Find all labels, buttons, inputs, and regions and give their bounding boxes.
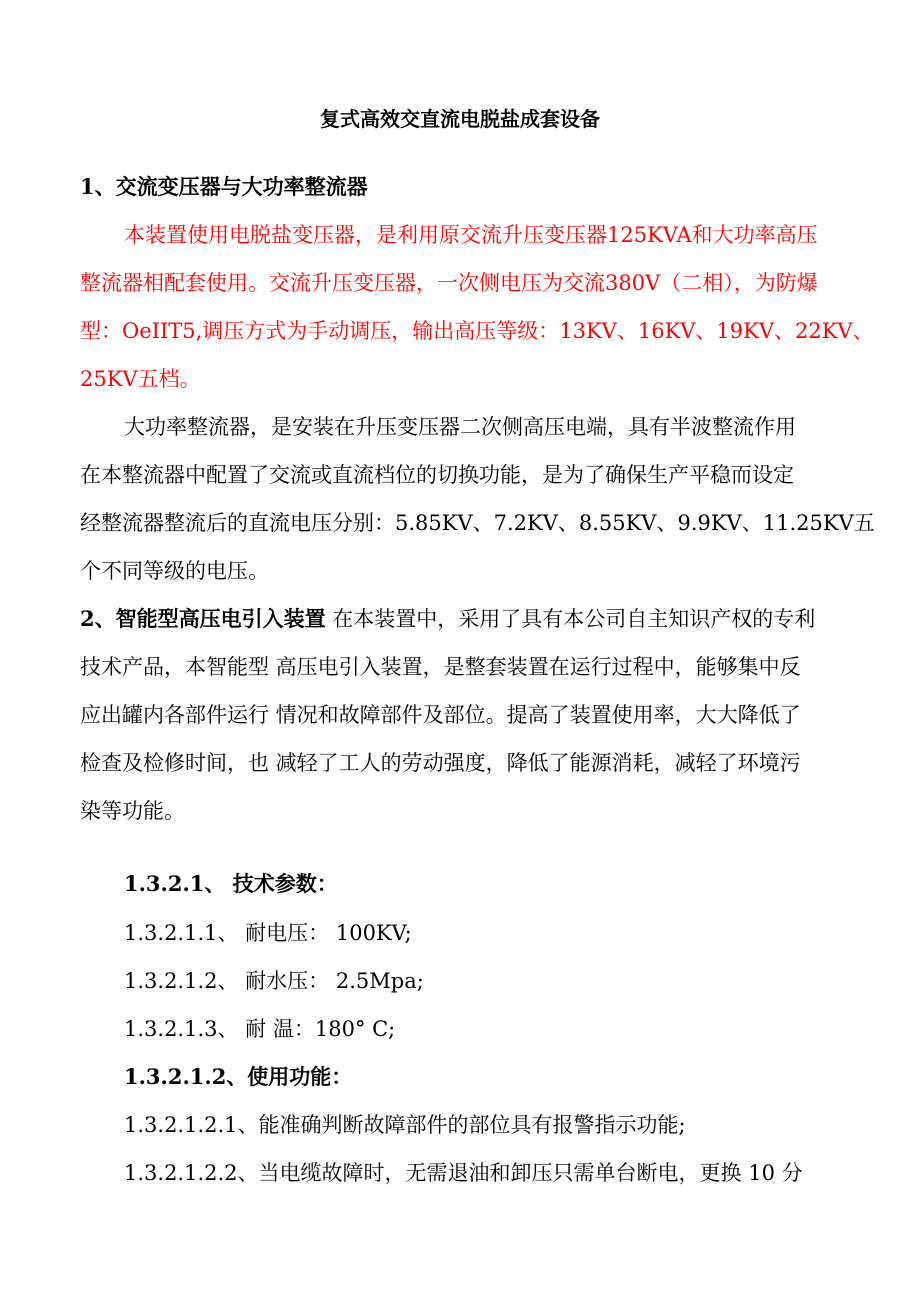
section2-first-line: [80, 604, 815, 634]
param-item: 1.3.2.1.3、 耐 温：180° C;: [124, 1017, 396, 1041]
section2-heading: 2、智能型高压电引入装置: [80, 606, 326, 631]
section2-line: 检查及检修时间，也 减轻了工人的劳动强度，降低了能源消耗，减轻了环境污: [80, 751, 801, 775]
section1-heading: 1、交流变压器与大功率整流器: [80, 174, 368, 199]
function-item: 1.3.2.1.2.2、当电缆故障时，无需退油和卸压只需单台断电，更换 10 分: [124, 1161, 803, 1185]
section1-para2-line: 个不同等级的电压。: [80, 559, 269, 583]
section2-line: 技术产品，本智能型 高压电引入装置，是整套装置在运行过程中，能够集中反: [80, 655, 801, 679]
section1-para1-line: 25KV五档。: [80, 367, 201, 391]
section1-para1-line: 型：OeIIT5,调压方式为手动调压，输出高压等级：13KV、16KV、19KV、22KV、: [80, 319, 874, 343]
section1-para1-line: 整流器相配套使用。交流升压变压器，一次侧电压为交流380V（二相），为防爆: [80, 271, 818, 295]
section2-lead: 在本装置中，采用了具有本公司自主知识产权的专利: [332, 607, 816, 631]
section1-para2-line: 经整流器整流后的直流电压分别：5.85KV、7.2KV、8.55KV、9.9KV、11.25KV五: [80, 511, 875, 535]
section1-para2-line: 大功率整流器，是安装在升压变压器二次侧高压电端，具有半波整流作用: [124, 415, 796, 439]
section1-para1-line: 本装置使用电脱盐变压器，是利用原交流升压变压器125KVA和大功率高压: [124, 223, 818, 247]
function-item: 1.3.2.1.2.1、能准确判断故障部件的部位具有报警指示功能;: [124, 1113, 686, 1137]
section2-line: 染等功能。: [80, 799, 185, 823]
param-item: 1.3.2.1.1、 耐电压： 100KV;: [124, 921, 412, 945]
page-title: 复式高效交直流电脱盐成套设备: [320, 107, 600, 131]
param-item: 1.3.2.1.2、 耐水压： 2.5Mpa;: [124, 969, 424, 993]
params-heading: 1.3.2.1、 技术参数：: [124, 871, 338, 896]
section2-line: 应出罐内各部件运行 情况和故障部件及部位。提高了装置使用率，大大降低了: [80, 703, 801, 727]
functions-heading: 1.3.2.1.2、使用功能：: [124, 1064, 353, 1089]
section1-para2-line: 在本整流器中配置了交流或直流档位的切换功能，是为了确保生产平稳而设定: [80, 463, 794, 487]
